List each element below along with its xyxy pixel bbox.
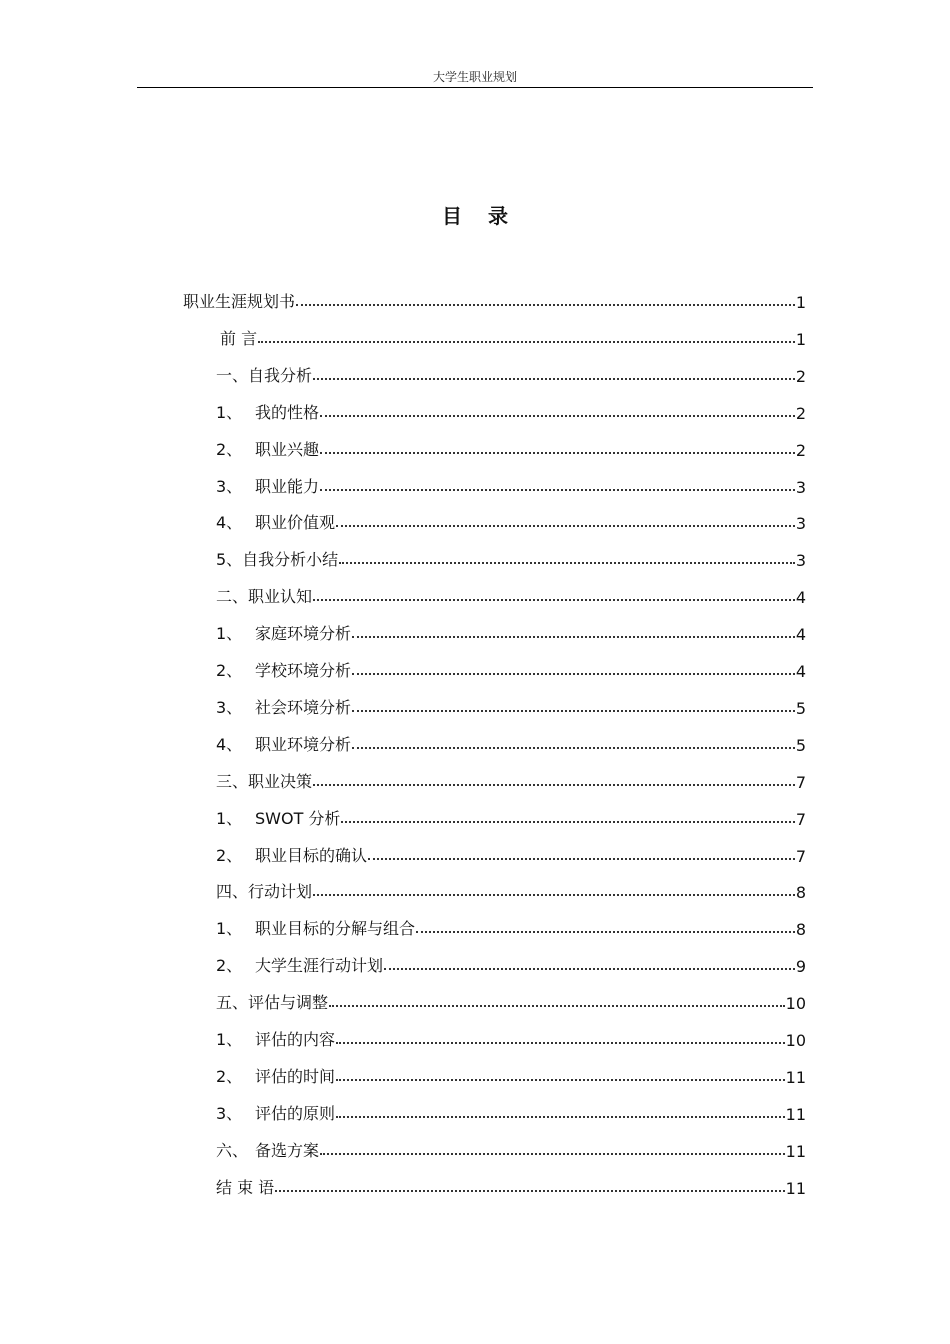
toc-entry-number: 4、 [216, 734, 243, 754]
toc-entry[interactable] [216, 434, 806, 460]
toc-entry[interactable] [216, 507, 806, 533]
toc-entry-number: 2、 [216, 1066, 243, 1086]
toc-entry-number: 1、 [216, 402, 243, 422]
toc-entry-label: 职业环境分析 [255, 734, 352, 754]
toc-entry[interactable] [216, 618, 806, 644]
toc-entry-label: 职业目标的确认 [255, 845, 368, 865]
toc-entry-label: 职业能力 [255, 476, 320, 496]
toc-page-number: 8 [795, 883, 806, 903]
toc-entry[interactable] [216, 544, 806, 570]
toc-entry-label: 五、评估与调整 [216, 993, 329, 1013]
toc-entry[interactable] [220, 323, 806, 349]
toc-entry-label: 职业生涯规划书 [183, 292, 296, 311]
toc-entry-label: SWOT 分析 [255, 808, 341, 828]
toc-page-number: 2 [795, 403, 806, 423]
toc-title-right: 录 [488, 204, 508, 228]
toc-entry-number: 2、 [216, 661, 243, 680]
toc-entry[interactable] [216, 803, 806, 829]
toc-entry-label: 前 言 [220, 328, 258, 348]
toc-entry-label: 家庭环境分析 [255, 624, 352, 644]
toc-entry[interactable] [216, 397, 806, 423]
header-rule [137, 87, 813, 88]
toc-page-number: 9 [795, 957, 806, 977]
toc-entry[interactable] [216, 766, 806, 792]
toc-page-number: 11 [785, 1104, 806, 1124]
toc-entry-number: 2、 [216, 956, 243, 976]
toc-title-left: 目 [442, 204, 462, 228]
toc-page-number: 11 [785, 1141, 806, 1161]
toc-entry[interactable] [216, 581, 806, 607]
toc-dot-leader [320, 1153, 785, 1155]
toc-entry-label: 评估的内容 [255, 1030, 336, 1049]
toc-dot-leader [258, 341, 795, 343]
toc-page-number: 5 [795, 735, 806, 755]
toc-dot-leader [329, 1005, 785, 1007]
toc-page-number: 4 [795, 625, 806, 645]
toc-entry-number: 1、 [216, 919, 243, 939]
toc-page-number: 10 [785, 1031, 806, 1050]
toc-entry[interactable] [216, 729, 806, 755]
toc-entry-label: 职业价值观 [255, 513, 336, 533]
toc-entry-label: 结 束 语 [216, 1177, 275, 1197]
toc-dot-leader [384, 968, 795, 970]
toc-entry-number: 4、 [216, 513, 243, 533]
toc-entry[interactable] [216, 360, 806, 386]
toc-dot-leader [320, 489, 795, 491]
toc-entry-label: 一、自我分析 [216, 365, 313, 385]
toc-dot-leader [352, 747, 795, 749]
toc-entry-label: 职业目标的分解与组合 [255, 919, 416, 939]
toc-page-number: 2 [795, 440, 806, 460]
toc-dot-leader [313, 784, 795, 786]
toc-entry-number: 1、 [216, 808, 243, 828]
toc-entry[interactable] [216, 840, 806, 866]
toc-entry-number: 2、 [216, 439, 243, 459]
toc-entry-number: 1、 [216, 624, 243, 644]
toc-dot-leader [341, 821, 794, 823]
toc-entry-label: 三、职业决策 [216, 771, 313, 791]
toc-dot-leader [275, 1190, 784, 1192]
toc-entry[interactable] [216, 1135, 806, 1161]
toc-dot-leader [296, 304, 795, 306]
toc-entry[interactable] [216, 471, 806, 497]
toc-dot-leader [313, 599, 795, 601]
toc-entry-label: 5、自我分析小结 [216, 550, 339, 570]
toc-entry[interactable] [216, 1024, 806, 1050]
toc-dot-leader [352, 710, 795, 712]
toc-dot-leader [336, 1079, 785, 1081]
toc-page-number: 8 [795, 920, 806, 940]
toc-dot-leader [313, 894, 795, 896]
toc-dot-leader [320, 415, 795, 417]
toc-page-number: 11 [785, 1067, 806, 1087]
toc-page-number: 1 [795, 329, 806, 349]
toc-dot-leader [336, 525, 795, 527]
toc-title [0, 200, 950, 229]
toc-page-number: 3 [795, 514, 806, 534]
toc-entry-number: 六、 [216, 1140, 249, 1160]
toc-entry[interactable] [183, 286, 806, 312]
toc-page-number: 3 [795, 477, 806, 497]
toc-entry-label: 我的性格 [255, 402, 320, 422]
toc-page-number: 4 [795, 588, 806, 608]
toc-page-number: 7 [795, 809, 806, 829]
toc-page-number: 3 [795, 551, 806, 571]
toc-entry[interactable] [216, 655, 806, 681]
toc-page-number: 1 [795, 293, 806, 312]
toc-entry-label: 二、职业认知 [216, 587, 313, 607]
toc-entry-label: 评估的原则 [255, 1103, 336, 1123]
toc-entry-label: 四、行动计划 [216, 882, 313, 902]
toc-entry[interactable] [216, 1061, 806, 1087]
toc-entry[interactable] [216, 876, 806, 902]
toc-entry-label: 评估的时间 [255, 1066, 336, 1086]
toc-entry-number: 3、 [216, 697, 243, 717]
toc-page-number: 7 [795, 772, 806, 792]
toc-page-number: 7 [795, 846, 806, 866]
toc-entry-number: 1、 [216, 1030, 243, 1049]
toc-page-number: 11 [785, 1178, 806, 1198]
toc-page-number: 10 [785, 994, 806, 1014]
toc-entry[interactable] [216, 692, 806, 718]
toc-entry[interactable] [216, 1098, 806, 1124]
toc-dot-leader [416, 931, 795, 933]
toc-dot-leader [352, 673, 795, 675]
toc-entry-label: 社会环境分析 [255, 697, 352, 717]
toc-dot-leader [313, 378, 795, 380]
toc-entry[interactable] [216, 1172, 806, 1198]
toc-entry-label: 大学生涯行动计划 [255, 956, 384, 976]
toc-entry[interactable] [216, 913, 806, 939]
toc-page-number: 2 [795, 366, 806, 386]
toc-entry-label: 职业兴趣 [255, 439, 320, 459]
page-header: 大学生职业规划 [432, 70, 517, 84]
toc-entry-label: 学校环境分析 [255, 661, 352, 680]
toc-page-number: 4 [795, 662, 806, 681]
toc-entry-number: 3、 [216, 476, 243, 496]
toc-entry-number: 2、 [216, 845, 243, 865]
toc-entry[interactable] [216, 987, 806, 1013]
toc-entry-label: 备选方案 [255, 1140, 320, 1160]
toc-dot-leader [368, 858, 795, 860]
toc-entry-number: 3、 [216, 1103, 243, 1123]
toc-dot-leader [336, 1042, 785, 1044]
toc-page-number: 5 [795, 698, 806, 718]
toc-dot-leader [336, 1116, 785, 1118]
toc-dot-leader [339, 562, 795, 564]
toc-entry[interactable] [216, 950, 806, 976]
toc-dot-leader [352, 636, 795, 638]
toc-dot-leader [320, 452, 795, 454]
